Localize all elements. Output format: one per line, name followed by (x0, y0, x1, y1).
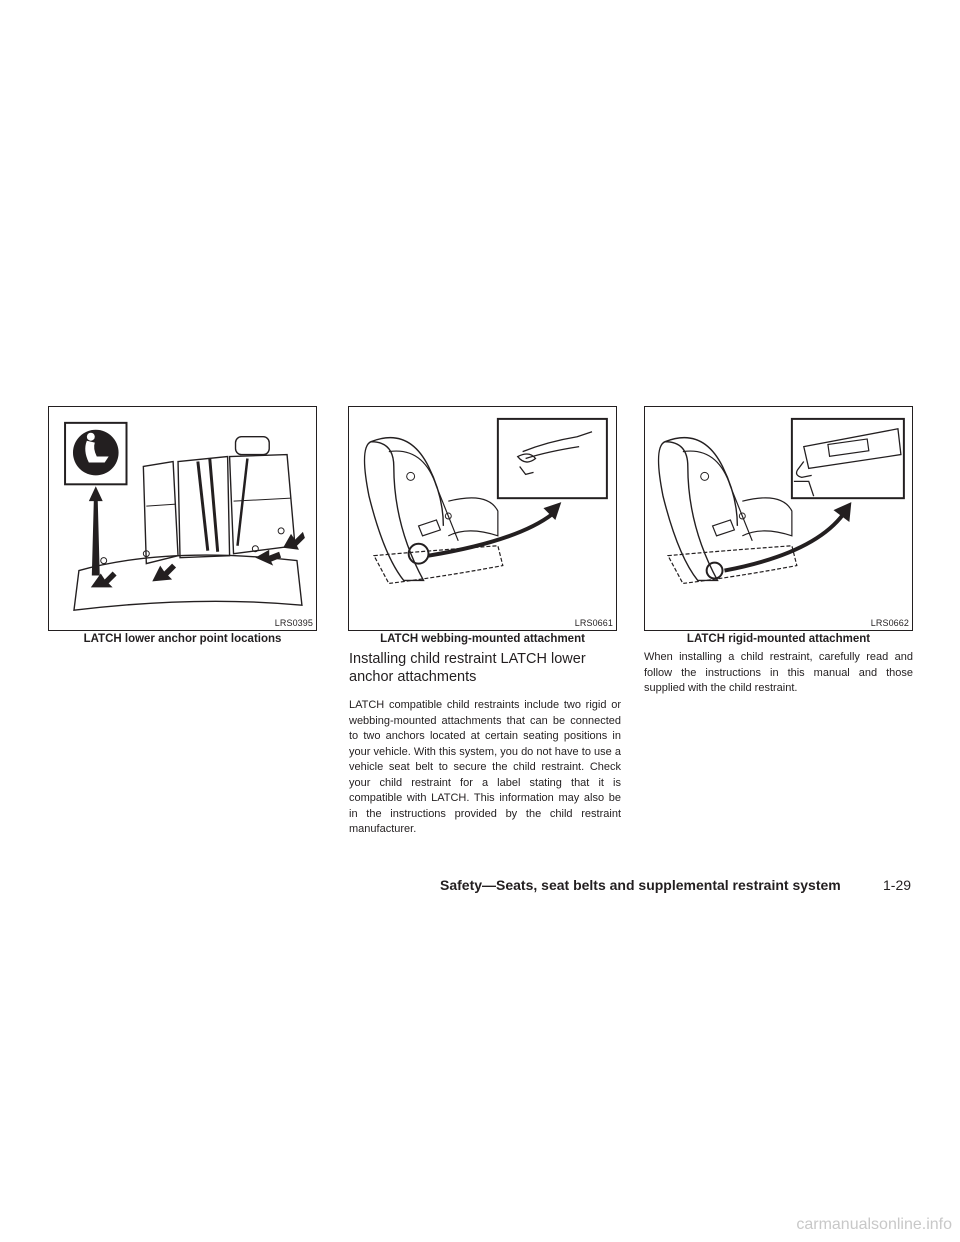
figure-code: LRS0395 (274, 618, 313, 628)
child-seat-symbol-icon (73, 430, 119, 476)
figure-rigid-attachment (644, 406, 913, 631)
section-title: Installing child restraint LATCH lower anchor attachments (349, 651, 586, 685)
figure-caption: LATCH rigid-mounted attachment (686, 633, 871, 645)
body-paragraph: LATCH compatible child restraints include two rigid or webbing-mounted attachments that can be connected to two anchors located at certain seating positions in your vehicle. With this system, you do not have to use a vehicle seat belt to secure the child restraint. Check your child restraint for a label stating that it is compatible with LATCH. This information may also be in the instructions provided by the child restraint manufacturer. (349, 699, 621, 835)
figure-caption: LATCH lower anchor point locations (83, 633, 282, 645)
footer-section-name: Safety—Seats, seat belts and supplemental restraint system (440, 877, 841, 893)
child-seat-rigid-illustration (645, 407, 912, 630)
page-number: 1-29 (883, 877, 912, 893)
body-paragraph: When installing a child restraint, carefully read and follow the instructions in this manual and those supplied with the child restraint. (644, 651, 913, 694)
watermark: carmanualsonline.info (796, 1216, 952, 1233)
child-seat-webbing-illustration (349, 407, 616, 630)
figure-lower-anchor-locations (48, 406, 317, 631)
figure-code: LRS0661 (574, 618, 613, 628)
figure-caption: LATCH webbing-mounted attachment (380, 633, 585, 645)
rear-seat-illustration (49, 407, 316, 630)
figure-code: LRS0662 (870, 618, 909, 628)
figure-webbing-attachment (348, 406, 617, 631)
